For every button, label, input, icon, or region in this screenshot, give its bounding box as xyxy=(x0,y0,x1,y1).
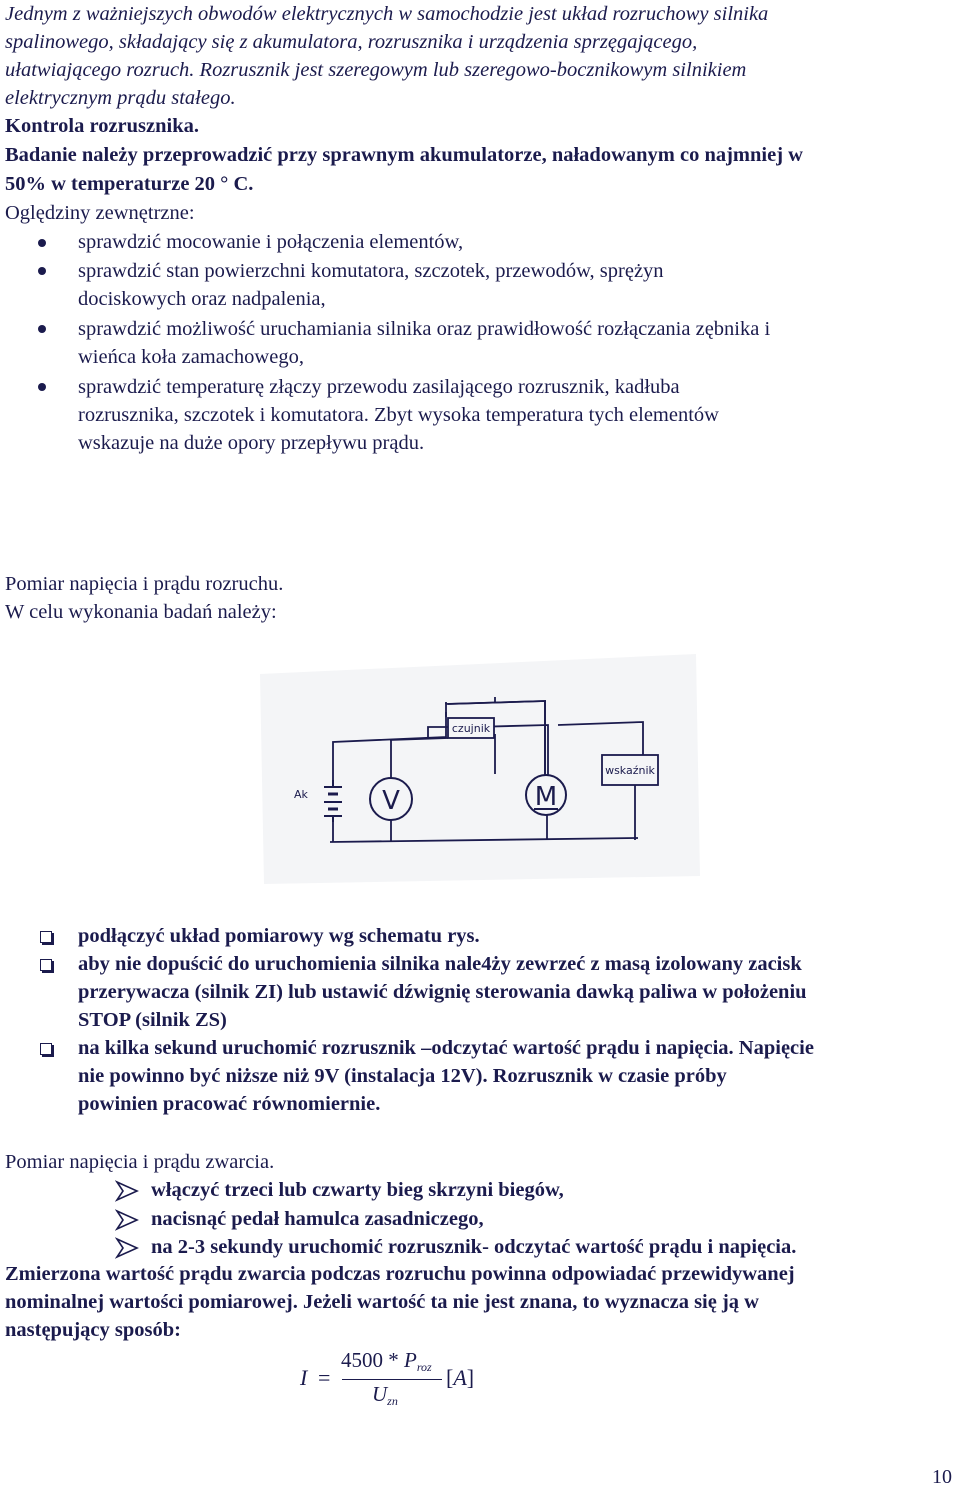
battery-symbol xyxy=(324,780,342,822)
indicator-label: wskaźnik xyxy=(605,764,655,777)
krok-1-line-1: podłączyć układ pomiarowy wg schematu rys. xyxy=(78,925,480,947)
arrow-bullet-icon xyxy=(115,1237,139,1259)
kontrola-heading: Kontrola rozrusznika. xyxy=(5,115,199,137)
ogledziny-item-3-line-2: wieńca koła zamachowego, xyxy=(78,346,304,368)
ogledziny-item-1: sprawdzić mocowanie i połączenia elementów, xyxy=(78,231,464,253)
formula-den-var: U xyxy=(372,1382,388,1406)
zwarcie-item-3: na 2-3 sekundy uruchomić rozrusznik- odczytać wartość prądu i napięcia. xyxy=(151,1236,797,1258)
fraction-bar xyxy=(342,1379,442,1380)
intro-line-2: spalinowego, składający się z akumulatora, rozrusznika i urządzenia sprzęgającego, xyxy=(5,31,698,53)
formula-lhs: I xyxy=(300,1365,308,1390)
ogledziny-item-4-line-3: wskazuje na duże opory przepływu prądu. xyxy=(78,432,425,454)
intro-line-4: elektrycznym prądu stałego. xyxy=(5,87,236,109)
formula-unit-close: ] xyxy=(466,1365,475,1390)
checkbox-bullet-icon xyxy=(40,959,52,971)
arrow-bullet-icon xyxy=(115,1209,139,1231)
formula-equals: = xyxy=(318,1365,331,1390)
bullet-dot-icon xyxy=(38,325,46,333)
indicator-box xyxy=(602,755,658,785)
intro-line-1: Jednym z ważniejszych obwodów elektrycznych w samochodzie jest układ rozruchowy silnika xyxy=(5,3,769,25)
formula-num-sub: roz xyxy=(416,1360,432,1374)
battery-label: Ak xyxy=(294,788,308,801)
ogledziny-heading: Oględziny zewnętrzne: xyxy=(5,202,195,224)
zwarcie-text-line-2: nominalnej wartości pomiarowej. Jeżeli wartość ta nie jest znana, to wyznacza się ją w xyxy=(5,1291,759,1313)
arrow-bullet-icon xyxy=(115,1180,139,1202)
intro-line-3: ułatwiającego rozruch. Rozrusznik jest szeregowym lub szeregowo-bocznikowym silnikiem xyxy=(5,59,747,81)
krok-2-line-3: STOP (silnik ZS) xyxy=(78,1009,227,1031)
voltmeter-symbol xyxy=(370,778,412,820)
formula-numerator xyxy=(341,1348,432,1373)
formula-num-op: * xyxy=(383,1348,404,1372)
krok-2-line-1: aby nie dopuścić do uruchomienia silnika nale4ży zewrzeć z masą izolowany zacisk xyxy=(78,953,802,975)
krok-2-line-2: przerywacza (silnik ZI) lub ustawić dźwignię sterowania dawką paliwa w położeniu xyxy=(78,981,807,1003)
voltmeter-label: V xyxy=(382,786,400,816)
ogledziny-item-4-line-2: rozrusznika, szczotek i komutatora. Zbyt wysoka temperatura tych elementów xyxy=(78,404,719,426)
bullet-dot-icon xyxy=(38,239,46,247)
ogledziny-item-2-line-1: sprawdzić stan powierzchni komutatora, szczotek, przewodów, sprężyn xyxy=(78,260,664,282)
krok-3-line-2: nie powinno być niższe niż 9V (instalacja 12V). Rozrusznik w czasie próby xyxy=(78,1065,727,1087)
ogledziny-item-3-line-1: sprawdzić możliwość uruchamiania silnika oraz prawidłowość rozłączania zębnika i xyxy=(78,318,771,340)
pomiar-rozruchu-subheading: W celu wykonania badań należy: xyxy=(5,601,277,623)
current-formula xyxy=(300,1345,500,1415)
sensor-box xyxy=(448,718,494,738)
krok-3-line-1: na kilka sekund uruchomić rozrusznik –odczytać wartość prądu i napięcia. Napięcie xyxy=(78,1037,814,1059)
formula-num-coef: 4500 xyxy=(341,1348,383,1372)
zwarcie-text-line-3: następujący sposób: xyxy=(5,1319,181,1341)
zwarcie-item-1: włączyć trzeci lub czwarty bieg skrzyni biegów, xyxy=(151,1179,564,1201)
formula-num-var: P xyxy=(404,1348,417,1372)
zwarcie-item-2: nacisnąć pedał hamulca zasadniczego, xyxy=(151,1208,484,1230)
formula-unit-value: A xyxy=(453,1365,467,1390)
formula-denominator xyxy=(372,1382,398,1407)
motor-label: M xyxy=(534,782,558,812)
formula-den-sub: zn xyxy=(387,1394,398,1408)
zwarcie-text-line-1: Zmierzona wartość prądu zwarcia podczas rozruchu powinna odpowiadać przewidywanej xyxy=(5,1263,795,1285)
motor-symbol xyxy=(526,775,566,815)
checkbox-bullet-icon xyxy=(40,931,52,943)
ogledziny-item-4-line-1: sprawdzić temperaturę złączy przewodu zasilającego rozrusznik, kadłuba xyxy=(78,376,680,398)
bullet-dot-icon xyxy=(38,383,46,391)
pomiar-rozruchu-heading: Pomiar napięcia i prądu rozruchu. xyxy=(5,573,284,595)
pomiar-zwarcia-heading: Pomiar napięcia i prądu zwarcia. xyxy=(5,1151,275,1173)
checkbox-bullet-icon xyxy=(40,1043,52,1055)
krok-3-line-3: powinien pracować równomiernie. xyxy=(78,1093,381,1115)
kontrola-line-1: Badanie należy przeprowadzić przy sprawnym akumulatorze, naładowanym co najmniej w xyxy=(5,144,803,166)
circuit-diagram xyxy=(258,652,700,884)
ogledziny-item-2-line-2: dociskowych oraz nadpalenia, xyxy=(78,288,326,310)
kontrola-line-2: 50% w temperaturze 20 ° C. xyxy=(5,173,254,195)
bullet-dot-icon xyxy=(38,267,46,275)
sensor-label: czujnik xyxy=(451,722,491,735)
page-number: 10 xyxy=(932,1466,952,1488)
formula-unit xyxy=(446,1365,474,1391)
formula-unit-open: [ xyxy=(446,1365,454,1390)
